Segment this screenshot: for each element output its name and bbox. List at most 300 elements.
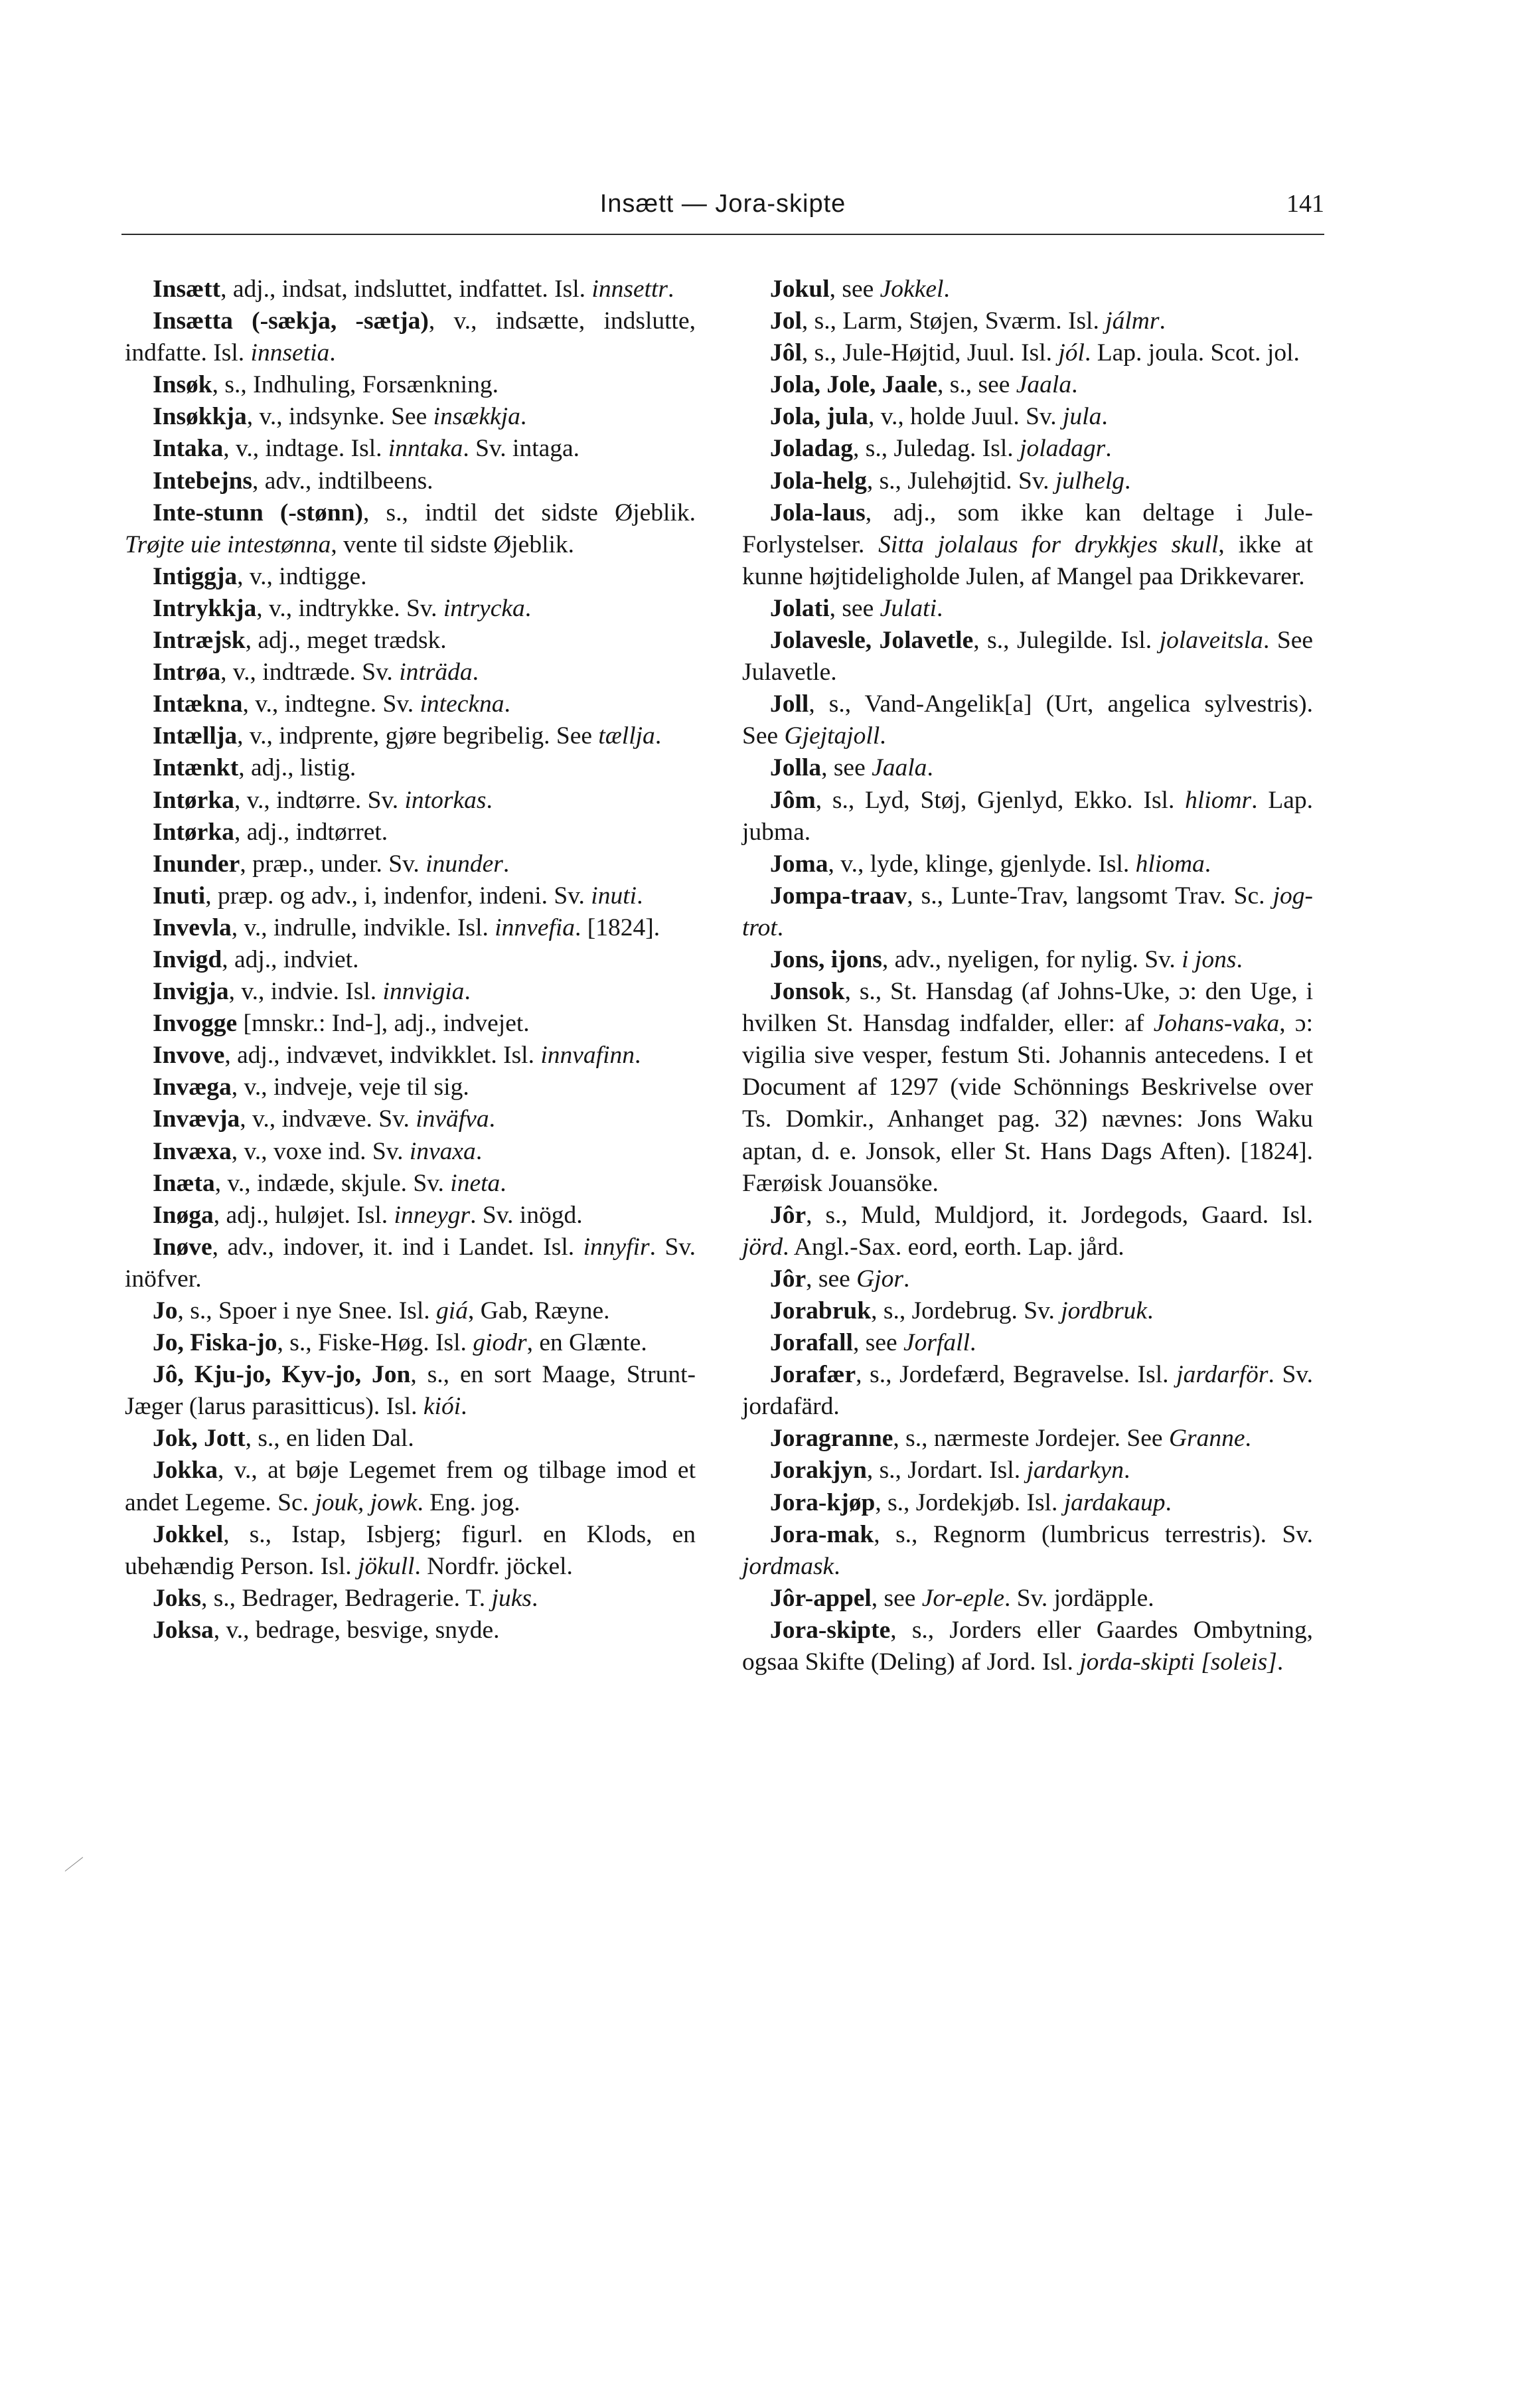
entry-tail: . [1824]. [575, 914, 660, 941]
right-column [742, 274, 1313, 1678]
entry-tail: . Lap. joula. Scot. jol. [1084, 339, 1300, 367]
entry-tail: . [531, 1584, 538, 1612]
entry-tail: . Angl.-Sax. eord, eorth. Lap. jård. [783, 1233, 1124, 1261]
entry-headword: Jora-skipte [770, 1616, 891, 1644]
dictionary-entry [742, 337, 1313, 369]
entry-headword: Joma [770, 850, 828, 878]
entry-cognate: julhelg [1055, 467, 1125, 495]
entry-headword: Joll [770, 690, 809, 718]
dictionary-entry [742, 401, 1313, 433]
entry-cognate: intrycka [443, 594, 525, 622]
entry-definition: , v., indsætte, indslutte, indfatte. Isl. [125, 307, 696, 367]
dictionary-entry [125, 1423, 696, 1455]
entry-definition: , s., Jordefærd, Begravelse. Isl. [856, 1361, 1177, 1389]
dictionary-entry [742, 688, 1313, 752]
entry-headword: Insøk [153, 371, 212, 399]
entry-definition: , v., indprente, gjøre begribelig. See [237, 722, 599, 750]
entry-cognate: inunder [425, 850, 503, 878]
dictionary-entry [125, 1519, 696, 1583]
dictionary-entry [125, 1359, 696, 1423]
entry-headword: Invæxa [153, 1137, 232, 1165]
entry-definition: , adj., indsat, indsluttet, indfattet. Isl. [220, 276, 592, 303]
entry-cognate: inteckna [420, 690, 504, 718]
entry-headword: Jora-mak [770, 1520, 874, 1548]
entry-headword: Jompa-traav [770, 882, 907, 910]
entry-headword: Jora-kjøp [770, 1488, 876, 1516]
entry-tail: . [1105, 435, 1112, 463]
entry-definition: , see [806, 1265, 857, 1293]
entry-tail: , en Glænte. [526, 1329, 647, 1357]
entry-definition: , v., indvie. Isl. [228, 978, 383, 1006]
dictionary-entry [125, 657, 696, 688]
entry-headword: Intrøa [153, 659, 221, 686]
entry-cognate: ineta [450, 1169, 501, 1197]
dictionary-entry [742, 785, 1313, 848]
entry-headword: Jorabruk [770, 1297, 872, 1324]
entry-headword: Jôr [770, 1265, 807, 1293]
dictionary-entry [742, 752, 1313, 784]
entry-headword: Jons, ijons [770, 945, 882, 973]
entry-definition: , adj., indtørret. [234, 818, 388, 846]
entry-tail: . [927, 754, 933, 782]
entry-definition: , v., indvæve. Sv. [240, 1105, 416, 1133]
dictionary-entry [125, 1232, 696, 1295]
entry-definition: , s., Istap, Isbjerg; figurl. en Klods, en ubehændig Person. Isl. [125, 1520, 696, 1580]
entry-tail: . [1165, 1488, 1172, 1516]
entry-definition: , s., Jordart. Isl. [866, 1457, 1027, 1484]
entry-headword: Invigja [153, 978, 229, 1006]
entry-cognate: kiói [423, 1393, 461, 1421]
entry-cognate: tællja [598, 722, 655, 750]
entry-definition: , v., indtage. Isl. [223, 435, 388, 463]
entry-definition: , adv., indtilbeens. [252, 467, 433, 495]
entry-definition: , præp., under. Sv. [240, 850, 426, 878]
entry-headword: Inøga [153, 1201, 214, 1229]
entry-cognate: innvigia [382, 978, 465, 1006]
entry-headword: Insøkkja [153, 403, 247, 431]
dictionary-entry [125, 274, 696, 305]
entry-definition: , v., indtigge. [237, 562, 367, 590]
entry-headword: Jolla [770, 754, 822, 782]
dictionary-entry [125, 944, 696, 976]
entry-cognate: hliomr [1185, 786, 1252, 814]
entry-headword: Jola, Jole, Jaale [770, 371, 938, 399]
entry-cognate: Jaala [1016, 371, 1072, 399]
entry-definition: , v., indæde, skjule. Sv. [214, 1169, 451, 1197]
dictionary-entry [742, 1295, 1313, 1327]
entry-definition: , v., indtegne. Sv. [242, 690, 420, 718]
entry-cognate: jouk, jowk [315, 1488, 418, 1516]
entry-cognate: inuti [591, 882, 637, 910]
entry-headword: Inøve [153, 1233, 212, 1261]
entry-cognate: inneygr [394, 1201, 471, 1229]
dictionary-entry [742, 305, 1313, 337]
entry-headword: Jokka [153, 1457, 218, 1484]
entry-tail: . [654, 722, 662, 750]
entry-tail: . [500, 1169, 506, 1197]
entry-tail: . [903, 1265, 910, 1293]
entry-definition: , s., en liden Dal. [245, 1425, 414, 1453]
entry-headword: Invigd [153, 945, 222, 973]
dictionary-entry [125, 720, 696, 752]
entry-cognate: jula [1063, 403, 1102, 431]
entry-headword: Jokul [770, 276, 830, 303]
entry-definition: [mnskr.: Ind-], adj., indvejet. [237, 1010, 530, 1038]
entry-cognate: Julati [880, 594, 937, 622]
entry-definition: , v., indsynke. See [246, 403, 433, 431]
entry-tail: . Eng. jog. [417, 1488, 520, 1516]
margin-pencil-mark [65, 1857, 83, 1872]
dictionary-entry [125, 1136, 696, 1168]
entry-tail: . [472, 659, 479, 686]
entry-headword: Jôr [770, 1201, 807, 1229]
entry-definition: , v., at bøje Legemet frem og tilbage imod et andet Legeme. Sc. [125, 1457, 696, 1516]
entry-headword: Intørka [153, 786, 234, 814]
entry-definition: , s., Fiske-Høg. Isl. [277, 1329, 473, 1357]
dictionary-entry [742, 1519, 1313, 1583]
dictionary-entry [742, 1200, 1313, 1263]
dictionary-entry [742, 976, 1313, 1200]
entry-definition: , see [829, 276, 880, 303]
dictionary-entry [125, 1327, 696, 1359]
dictionary-entry [742, 369, 1313, 401]
dictionary-entry [125, 1072, 696, 1103]
entry-tail: . [834, 1552, 840, 1580]
entry-definition: , v., indtørre. Sv. [234, 786, 405, 814]
dictionary-entry [125, 401, 696, 433]
entry-cognate: jog-trot [742, 882, 1313, 941]
entry-headword: Jola-helg [770, 467, 867, 495]
entry-definition: , v., indveje, veje til sig. [231, 1074, 469, 1101]
entry-tail: . [937, 594, 943, 622]
entry-cognate: Jorfall [903, 1329, 970, 1357]
dictionary-entry [125, 561, 696, 593]
entry-headword: Jol [770, 307, 802, 335]
entry-headword: Jorafall [770, 1329, 853, 1357]
page-number: 141 [1286, 190, 1324, 218]
entry-headword: Invæga [153, 1074, 232, 1101]
entry-definition: , s., Julegilde. Isl. [973, 627, 1160, 655]
entry-cognate: jardarför [1176, 1361, 1269, 1389]
entry-tail: . [489, 1105, 495, 1133]
entry-definition: , s., Spoer i nye Snee. Isl. [177, 1297, 437, 1324]
entry-tail: . [520, 403, 527, 431]
entry-headword: Joladag [770, 435, 854, 463]
entry-definition: , adj., som ikke kan deltage i Jule-Forlystelser. [742, 499, 1313, 558]
entry-cognate: innsettr [591, 276, 668, 303]
entry-headword: Invevla [153, 914, 232, 941]
entry-tail: , ikke at kunne højtideligholde Julen, af Mangel paa Drikkevarer. [742, 530, 1313, 590]
entry-tail: . [668, 276, 674, 303]
entry-tail: . [464, 978, 471, 1006]
dictionary-entry [742, 433, 1313, 465]
dictionary-entry [125, 497, 696, 561]
entry-headword: Intrykkja [153, 594, 257, 622]
dictionary-entry [742, 465, 1313, 497]
entry-cognate: jálmr [1105, 307, 1160, 335]
entry-cognate: inntaka [388, 435, 463, 463]
entry-tail: . [486, 786, 493, 814]
entry-definition: , see [871, 1584, 922, 1612]
entry-headword: Joks [153, 1584, 201, 1612]
entry-cognate: Sitta jolalaus for drykkjes skull [878, 530, 1219, 558]
entry-tail: . [1124, 467, 1131, 495]
dictionary-entry [125, 1455, 696, 1518]
entry-headword: Jonsok [770, 978, 845, 1006]
dictionary-entry [125, 785, 696, 817]
entry-cognate: invaxa [409, 1137, 476, 1165]
entry-cognate: jordmask [742, 1552, 834, 1580]
entry-definition: , s., Jordekjøb. Isl. [875, 1488, 1064, 1516]
entry-cognate: hlioma [1135, 850, 1205, 878]
entry-headword: Inæta [153, 1169, 215, 1197]
entry-definition: , s., St. Hansdag (af Johns-Uke, ɔ: den Uge, i hvilken St. Hansdag indfalder, eller: af [742, 978, 1313, 1038]
dictionary-entry [742, 1615, 1313, 1678]
entry-headword: Intænkt [153, 754, 239, 782]
entry-headword: Jokkel [153, 1520, 224, 1548]
entry-cognate: Trøjte uie intestønna [125, 530, 331, 558]
entry-headword: Jorafær [770, 1361, 856, 1389]
entry-definition: , adj., huløjet. Isl. [213, 1201, 394, 1229]
entry-tail: . [777, 914, 784, 941]
entry-cognate: giodr [473, 1329, 527, 1357]
entry-headword: Insætt [153, 276, 221, 303]
entry-tail: . Sv. jordäpple. [1004, 1584, 1154, 1612]
entry-definition: , adj., meget trædsk. [245, 627, 447, 655]
dictionary-entry [742, 593, 1313, 625]
entry-definition: , s., Julehøjtid. Sv. [866, 467, 1055, 495]
entry-cognate: innsetia [250, 339, 330, 367]
entry-definition: , v., holde Juul. Sv. [868, 403, 1063, 431]
dictionary-entry [125, 912, 696, 944]
entry-definition: , adj., indviet. [222, 945, 359, 973]
dictionary-entry [125, 593, 696, 625]
entry-headword: Insætta (-sækja, -sætja) [153, 307, 429, 335]
dictionary-entry [125, 625, 696, 657]
entry-definition: , v., bedrage, besvige, snyde. [213, 1616, 500, 1644]
left-column [125, 274, 696, 1646]
entry-definition: , v., voxe ind. Sv. [231, 1137, 410, 1165]
entry-cognate: Johans-vaka [1153, 1010, 1280, 1038]
entry-cognate: insækkja [433, 403, 520, 431]
entry-tail: . [1159, 307, 1166, 335]
entry-tail: . Sv. jordafärd. [742, 1361, 1313, 1421]
dictionary-entry [742, 944, 1313, 976]
entry-tail: . [475, 1137, 483, 1165]
entry-headword: Jo, Fiska-jo [153, 1329, 277, 1357]
entry-cognate: Gjejtajoll [784, 722, 880, 750]
dictionary-entry [742, 880, 1313, 944]
entry-cognate: Granne [1168, 1425, 1245, 1453]
entry-definition: , s., Regnorm (lumbricus terrestris). Sv. [874, 1520, 1313, 1548]
dictionary-entry [742, 1455, 1313, 1486]
entry-tail: . Nordfr. jöckel. [414, 1552, 573, 1580]
entry-tail: . [637, 882, 643, 910]
dictionary-entry [742, 1263, 1313, 1295]
entry-definition: , v., lyde, klinge, gjenlyde. Isl. [828, 850, 1136, 878]
entry-headword: Intækna [153, 690, 243, 718]
entry-headword: Intaka [153, 435, 224, 463]
entry-headword: Intællja [153, 722, 238, 750]
dictionary-entry [125, 433, 696, 465]
entry-headword: Inunder [153, 850, 240, 878]
entry-tail: . [1276, 1648, 1284, 1676]
entry-definition: , s., Larm, Støjen, Sværm. Isl. [801, 307, 1106, 335]
entry-cognate: jörd [742, 1233, 783, 1261]
entry-definition: , see [821, 754, 872, 782]
dictionary-entry [742, 1359, 1313, 1423]
entry-cognate: innvefia [495, 914, 576, 941]
dictionary-entry [742, 274, 1313, 305]
header-rule [121, 234, 1324, 235]
entry-cognate: jolaveitsla [1159, 627, 1263, 655]
entry-tail: . [943, 276, 950, 303]
entry-tail: . [461, 1393, 467, 1421]
entry-tail: . [329, 339, 336, 367]
dictionary-entry [125, 976, 696, 1008]
entry-definition: , s., Indhuling, Forsænkning. [212, 371, 499, 399]
entry-cognate: joladagr [1020, 435, 1106, 463]
entry-cognate: juks [491, 1584, 532, 1612]
entry-tail: . Sv. inögd. [470, 1201, 583, 1229]
entry-headword: Jôl [770, 339, 802, 367]
entry-tail: . [504, 690, 510, 718]
entry-cognate: inväfva [416, 1105, 489, 1133]
entry-tail: . Lap. jubma. [742, 786, 1313, 846]
entry-definition: , s., Bedrager, Bedragerie. T. [200, 1584, 492, 1612]
entry-cognate: Gjor [856, 1265, 904, 1293]
entry-headword: Intiggja [153, 562, 238, 590]
entry-tail: . [1245, 1425, 1251, 1453]
entry-headword: Joksa [153, 1616, 214, 1644]
entry-tail: . See Julavetle. [742, 627, 1313, 686]
entry-cognate: jordbruk [1061, 1297, 1148, 1324]
dictionary-entry [125, 1008, 696, 1040]
dictionary-entry [125, 305, 696, 369]
dictionary-entry [125, 1168, 696, 1200]
entry-tail: . [970, 1329, 976, 1357]
entry-definition: , præp. og adv., i, indenfor, indeni. Sv. [205, 882, 591, 910]
entry-definition: , s., Muld, Muldjord, it. Jordegods, Gaard. Isl. [806, 1201, 1313, 1229]
entry-headword: Invævja [153, 1105, 240, 1133]
entry-tail: . [502, 850, 510, 878]
dictionary-entry [125, 1040, 696, 1072]
entry-definition: , s., indtil det sidste Øjeblik. [362, 499, 696, 526]
entry-definition: , s., nærmeste Jordejer. See [893, 1425, 1169, 1453]
entry-headword: Jola, jula [770, 403, 868, 431]
page-title: Insætt — Jora-skipte [599, 190, 846, 218]
dictionary-entry [125, 880, 696, 912]
entry-headword: Intebejns [153, 467, 253, 495]
entry-tail: , vente til sidste Øjeblik. [331, 530, 575, 558]
entry-cognate: Jor-eple [921, 1584, 1004, 1612]
entry-cognate: i jons [1182, 945, 1237, 973]
entry-headword: Jola-laus [770, 499, 866, 526]
entry-definition: , adv., indover, it. ind i Landet. Isl. [212, 1233, 583, 1261]
entry-headword: Intræjsk [153, 627, 246, 655]
entry-tail: . [1147, 1297, 1154, 1324]
entry-definition: , s., see [937, 371, 1016, 399]
running-head [121, 181, 1324, 227]
entry-definition: , s., Jule-Højtid, Juul. Isl. [801, 339, 1059, 367]
entry-cognate: Jaala [872, 754, 927, 782]
entry-definition: , s., Jordebrug. Sv. [871, 1297, 1061, 1324]
entry-cognate: giá [436, 1297, 468, 1324]
entry-definition: , s., Vand-Angelik[a] (Urt, angelica sylvestris). See [742, 690, 1313, 750]
dictionary-entry [125, 1200, 696, 1232]
entry-definition: , s., en sort Maage, Strunt-Jæger (larus parasitticus). Isl. [125, 1361, 696, 1421]
dictionary-entry [125, 465, 696, 497]
dictionary-entry [125, 369, 696, 401]
entry-cognate: jardakaup [1063, 1488, 1166, 1516]
entry-tail: . [635, 1042, 641, 1070]
dictionary-entry [742, 1487, 1313, 1519]
dictionary-entry [125, 1583, 696, 1615]
entry-headword: Intørka [153, 818, 234, 846]
entry-headword: Jolavesle, Jolavetle [770, 627, 974, 655]
entry-tail: . Sv. intaga. [463, 435, 580, 463]
dictionary-entry [742, 497, 1313, 593]
entry-headword: Jo [153, 1297, 178, 1324]
entry-headword: Jô, Kju-jo, Kyv-jo, Jon [153, 1361, 411, 1389]
entry-cognate: jökull [358, 1552, 415, 1580]
entry-tail: . Sv. inöfver. [125, 1233, 696, 1293]
entry-cognate: Jokkel [880, 276, 944, 303]
dictionary-entry [125, 848, 696, 880]
dictionary-entry [742, 625, 1313, 688]
dictionary-entry [742, 1583, 1313, 1615]
entry-headword: Jôm [770, 786, 816, 814]
entry-cognate: jardarkyn [1026, 1457, 1124, 1484]
dictionary-entry [125, 817, 696, 848]
dictionary-entry [125, 1103, 696, 1135]
dictionary-entry [742, 1327, 1313, 1359]
entry-tail: . [1204, 850, 1211, 878]
entry-cognate: jorda-skipti [soleis] [1079, 1648, 1277, 1676]
dictionary-entry [742, 1423, 1313, 1455]
entry-cognate: inträda [399, 659, 473, 686]
entry-tail: , Gab, Ræyne. [467, 1297, 610, 1324]
entry-headword: Invogge [153, 1010, 238, 1038]
entry-tail: . [1101, 403, 1108, 431]
dictionary-entry [125, 1615, 696, 1646]
entry-tail: . [1071, 371, 1078, 399]
entry-definition: , v., indrulle, indvikle. Isl. [231, 914, 495, 941]
entry-definition: , adj., indvævet, indvikklet. Isl. [224, 1042, 541, 1070]
entry-tail: , ɔ: vigilia sive vesper, festum Sti. Johannis antecedens. I et Document af 1297 (vide Schönnings Beskrivelse over Ts. Domkir., Anhanget pag. 32) nævnes: Jons Waku aptan, d. e. Jonsok, eller St. Hans Dags Aften). [1824]. Færøisk Jouansöke. [742, 1010, 1313, 1197]
entry-definition: , adj., listig. [238, 754, 356, 782]
entry-definition: , see [852, 1329, 903, 1357]
entry-cognate: innvafinn [540, 1042, 635, 1070]
dictionary-entry [742, 848, 1313, 880]
dictionary-entry [125, 1295, 696, 1327]
entry-headword: Joragranne [770, 1425, 893, 1453]
entry-definition: , s., Jorders eller Gaardes Ombytning, ogsaa Skifte (Deling) af Jord. Isl. [742, 1616, 1313, 1676]
entry-tail: . [1123, 1457, 1130, 1484]
dictionary-entry [125, 688, 696, 720]
entry-definition: , s., Lyd, Støj, Gjenlyd, Ekko. Isl. [815, 786, 1186, 814]
entry-cognate: intorkas [404, 786, 487, 814]
entry-headword: Invove [153, 1042, 225, 1070]
entry-definition: , see [829, 594, 880, 622]
entry-tail: . [880, 722, 886, 750]
entry-definition: , s., Juledag. Isl. [853, 435, 1020, 463]
entry-cognate: innyfir [583, 1233, 650, 1261]
entry-definition: , v., indtræde. Sv. [220, 659, 400, 686]
entry-tail: . [1236, 945, 1243, 973]
entry-headword: Inuti [153, 882, 206, 910]
entry-headword: Jok, Jott [153, 1425, 246, 1453]
